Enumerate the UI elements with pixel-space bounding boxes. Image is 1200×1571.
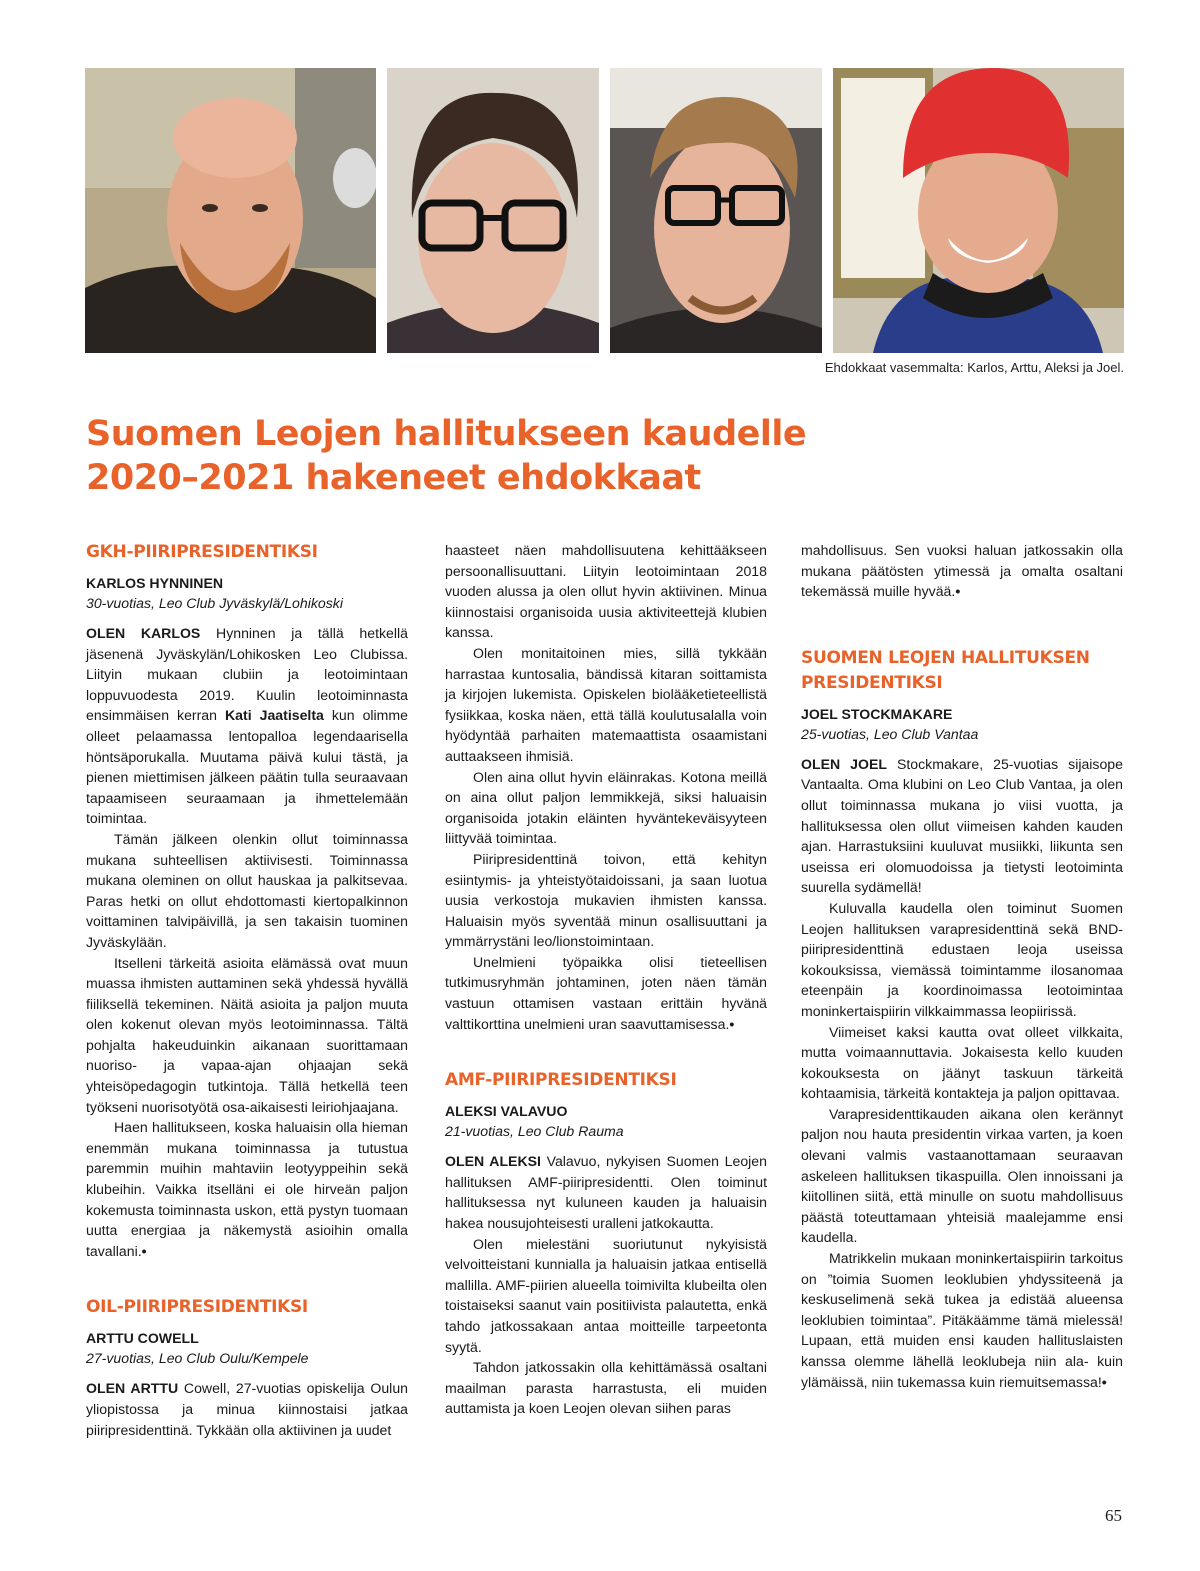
paragraph: Kuluvalla kaudella olen toiminut Suomen Leojen hallituksen varapresidenttinä sekä BND-piiripresidenttinä edustaen leoja useissa kokouksissa, viemässä toimintamme ilosanomaa eteenpäin ja koordinoimassa leotoimintaa moninkertaispiirin vilkkaimmassa leopiirissä. [801, 899, 1123, 1019]
paragraph: Tahdon jatkossakin olla kehittämässä osaltani maailman parasta harrastusta, eli muiden auttamista ja koen Leojen olevan siihen paras [445, 1359, 767, 1417]
photo-aleksi [610, 68, 822, 353]
title-line-2: 2020–2021 hakeneet ehdokkaat [86, 458, 701, 498]
paragraph: Piiripresidenttinä toivon, että kehityn esiintymis- ja yhteistyötaidoissani, ja saan luotua uusia verkostoja mukavien ihmisten kanssa. Haluaisin myös syventää minun osallisuuttani ja ymmärrystäni leo/lionstoimintaan. [445, 850, 767, 950]
paragraph: mahdollisuus. Sen vuoksi haluan jatkossakin olla mukana päätösten ytimessä ja omalta osaltani tekemässä muille hyvää.• [801, 542, 1123, 600]
paragraph: haasteet näen mahdollisuutena kehittääkseen persoonallisuuttani. Liityin leotoimintaan 2018 vuoden alussa ja olen ollut hyvin aktiivinen. Minua kiinnostaisi organisoida uusia aktiviteettejä klubien kanssa. [445, 542, 767, 641]
paragraph: Haen hallitukseen, koska haluaisin olla hieman enemmän mukana toiminnassa ja tutustua paremmin muihin mahtaviin leotyyppeihin sekä klubeihin. Vaikka itselläni ei ole hirveän paljon kokemusta toiminnasta uskon, että pystyn tuomaan uutta energiaa ja näkemystä asioihin omalla tavallani.• [86, 1119, 408, 1259]
lead-in: OLEN JOEL [801, 755, 887, 772]
column-2 [445, 540, 767, 1419]
page-number: 65 [1105, 1506, 1122, 1525]
candidate-meta-joel: 25-vuotias, Leo Club Vantaa [801, 725, 979, 742]
paragraph: Viimeiset kaksi kautta ovat olleet vilkkaita, mutta voimaannuttavia. Jokaisesta kello kuuden kokouksesta on jäänyt taskuun tärkeitä kohtaamisia, tärkeitä kontakteja ja paljon opittavaa. [801, 1023, 1123, 1102]
candidate-meta-karlos: 30-vuotias, Leo Club Jyväskylä/Lohikoski [86, 595, 343, 611]
candidate-name-aleksi: ALEKSI VALAVUO [445, 1103, 568, 1120]
candidate-meta-aleksi: 21-vuotias, Leo Club Rauma [445, 1123, 624, 1140]
section-heading-gkh: GKH-PIIRIPRESIDENTIKSI [86, 542, 318, 562]
section-heading-oil: OIL-PIIRIPRESIDENTIKSI [86, 1297, 308, 1318]
end-bullet: • [955, 583, 961, 600]
paragraph: Itselleni tärkeitä asioita elämässä ovat muun muassa ihmisten auttaminen sekä yhdessä hyvällä fiiliksellä tekeminen. Näitä asioita ja paljon muuta olen kokenut olevan myös leotoiminnassa. Tältä pohjalta hakeuduinkin aikanaan suorittamaan nuoriso- ja vapaa-ajan ohjaajan sekä yhteisöpedagogin tutkintoja. Tällä hetkellä teen työkseni nuorisotyötä osa-aikaisesti leiriohjaajana. [86, 954, 408, 1115]
section-heading-president: SUOMEN LEOJEN HALLITUKSEN PRESIDENTIKSI [801, 647, 1090, 693]
paragraph: OLEN ALEKSI Valavuo, nykyisen Suomen Leojen hallituksen AMF-piiripresidentti. Olen toiminut hallituksessa nyt kuluneen kauden ja haluaisin hakea nousujohteisesti uralleni jatkokautta. [445, 1153, 767, 1232]
lead-in: OLEN ALEKSI [445, 1153, 541, 1170]
candidate-name-joel: JOEL STOCKMAKARE [801, 705, 953, 722]
column-3 [801, 540, 1123, 1392]
end-bullet: • [729, 1015, 735, 1032]
candidate-name-karlos: KARLOS HYNNINEN [86, 575, 224, 591]
paragraph: Matrikkelin mukaan moninkertaispiirin tarkoitus on ”toimia Suomen leoklubien yhdyssiteenä ja keskuselimenä sekä tukea ja edistää alueensa leoklubien toimintaa”. Pitäkäämme tämä mielessä! Lupaan, että muiden ensi kauden hallituslaisten kanssa olemme lähellä leoklubeja niin ala- kuin ylämäissä, niin tukemassa kuin riemuitsemassa!• [801, 1250, 1123, 1390]
title-line-1: Suomen Leojen hallitukseen kaudelle [86, 414, 807, 454]
lead-in: OLEN ARTTU [86, 1380, 179, 1397]
photo-joel [833, 68, 1124, 353]
paragraph: Olen monitaitoinen mies, sillä tykkään harrastaa kuntosalia, bändissä kitaran soittamista ja kirjojen lukemista. Opiskelen biolääketieteellistä fysiikkaa, koska näen, että tällä koulutusalalla voin hyödyntää parhaiten matemaattista osaamistani auttaakseen ihmisiä. [445, 644, 767, 764]
paragraph: OLEN JOEL Stockmakare, 25-vuotias sijaisope Vantaalta. Oma klubini on Leo Club Vantaa, ja olen ollut toiminnassa mukana jo viisi vuotta, ja hallituksessa olen ollut viimeisen kahden kauden ajan. Harrastuksiini kuuluvat musiikki, liikunta sen useissa eri olomuodoissa ja tietysti leotoiminta suurella sydämellä! [801, 755, 1123, 896]
paragraph: Tämän jälkeen olenkin ollut toiminnassa mukana suhteellisen aktiivisesti. Toiminnassa mukana oleminen on ollut hauskaa ja palkitsevaa. Paras hetki on ollut ehdottomasti kiertopalkinnon voittaminen talvipäivillä, ja sen takaisin tuominen Jyväskylään. [86, 830, 408, 950]
candidate-meta-arttu: 27-vuotias, Leo Club Oulu/Kempele [86, 1350, 309, 1367]
photo-caption: Ehdokkaat vasemmalta: Karlos, Arttu, Aleksi ja Joel. [824, 360, 1124, 375]
column-1 [86, 540, 408, 1440]
candidate-name-arttu: ARTTU COWELL [86, 1330, 199, 1347]
paragraph: Olen mielestäni suoriutunut nykyisistä velvoitteistani kunnialla ja haluaisin jatkaa entisellä mallilla. AMF-piirien alueella toimivilta klubeilta olen toistaiseksi saanut vain positiivista palautetta, enkä tahdo jatkossakaan antaa moitteille tarpeetonta syytä. [445, 1235, 767, 1355]
page-title [86, 412, 846, 500]
end-bullet: • [141, 1242, 147, 1259]
end-bullet: • [1101, 1373, 1107, 1390]
photo-karlos [85, 68, 376, 353]
paragraph: OLEN ARTTU Cowell, 27-vuotias opiskelija Oulun yliopistossa ja minua kiinnostaisi jatkaa piiripresidenttinä. Tykkään olla aktiivinen ja uudet [86, 1380, 408, 1438]
paragraph: Olen aina ollut hyvin eläinrakas. Kotona meillä on aina ollut paljon lemmikkejä, siksi haluaisin organisoida jotakin eläinten hyväntekeväisyyteen liittyvää toimintaa. [445, 768, 767, 847]
paragraph: OLEN KARLOS Hynninen ja tällä hetkellä jäsenenä Jyväskylän/Lohikosken Leo Clubissa. Liityin mukaan clubiin ja leotoimintaan loppuvuodesta 2019. Kuulin leotoiminnasta ensimmäisen kerran Kati Jaatiselta kun olimme olleet pelaamassa lentopalloa legendaarisella höntsäporukalla. Muutama päivä kului tästä, ja pienen miettimisen jälkeen päätin tulla seuraavaan tapaamiseen seuraamaan ja ihmettelemään toimintaa. [86, 625, 408, 827]
section-heading-amf: AMF-PIIRIPRESIDENTIKSI [445, 1070, 677, 1091]
paragraph: Unelmieni työpaikka olisi tieteellisen tutkimusryhmän johtaminen, joten näen tämän vastuun ottamisen vastaan erittäin hyvänä valttikorttina unelmieni uran saavuttamisessa.• [445, 953, 767, 1032]
paragraph: Varapresidenttikauden aikana olen kerännyt paljon nou hauta presidentin virkaa varten, ja koen olevani valmis vastaanottamaan seuraavan askeleen hallituksen tikaspuilla. Olen innoissani ja kiitollinen siitä, että minulle on suotu mahdollisuus päästä toteuttamaan yhteisiä maalejamme ensi kaudella. [801, 1105, 1123, 1246]
photo-arttu [387, 68, 599, 353]
lead-in: OLEN KARLOS [86, 625, 201, 641]
